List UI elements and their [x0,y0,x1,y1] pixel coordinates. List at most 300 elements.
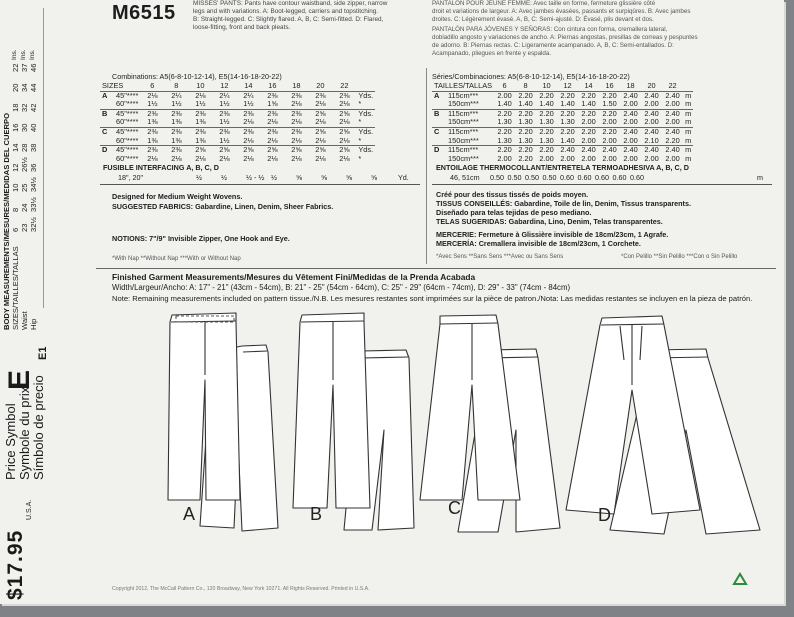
body-measurement-hip: 34½ [29,177,38,192]
row-unit: Yds. [358,108,374,118]
body-measurement-waist: 30 [20,123,29,132]
header-size: 6 [150,81,155,90]
row-value: 2.20 [557,109,578,118]
row-value: 2.20 [515,127,536,136]
row-value: 2⅛ [315,117,326,127]
row-value: 2.20 [536,127,557,136]
header-size: 16 [605,81,614,90]
row-value: 2.20 [536,91,557,100]
row-value: 1½ [219,99,230,109]
recycle-icon [734,574,746,584]
interfacing-width-en: 18", 20" [118,173,144,182]
row-view: D [100,146,114,155]
row-value: 1.40 [497,99,512,109]
row-value: 2⅜ [188,127,212,136]
interfacing-value: ⅝ [321,173,327,182]
row-value: 1.30 [497,135,512,145]
row-value: 2⅝ [332,146,356,155]
row-value: 1.40 [539,99,554,109]
body-measurement-sizes: 6 [11,227,20,232]
interfacing-value: ⅝ [371,173,377,182]
row-value: 1½ [219,117,230,127]
row-value: 2⅜ [260,91,284,100]
row-width: 115cm*** [446,127,494,136]
row-unit: Yds. [358,145,374,155]
desc-en-3: B: Straight-legged. C: Slightly flared. A, B, C: Semi-fitted. D: Flared, [193,16,384,23]
row-value: 2.00 [644,99,659,109]
row-value: 2⅜ [140,146,164,155]
view-b-front-drawing [293,313,370,508]
row-width: 60"**** [116,117,139,127]
body-measurement-hip: 32½ [29,217,38,232]
row-value: 2⅝ [236,146,260,155]
row-width: 150cm*** [448,117,479,127]
header-size: 12 [220,81,229,90]
interfacing-value: ⅝ [346,173,352,182]
row-value: 2.40 [662,127,683,136]
row-value: 1⅜ [147,117,158,127]
body-measurement-sizes: 20 [11,83,20,92]
view-label-c: C [448,498,461,518]
body-measurement-hip: 46 [29,63,38,72]
row-value: 1½ [147,99,158,109]
combinations-en: Combinations: A5(6-8-10-12-14), E5(14-16-18-20-22) [112,72,282,81]
row-value: 1.30 [539,135,554,145]
row-value: 2⅜ [236,127,260,136]
row-value: 2¼ [236,91,260,100]
row-value: 2⅛ [243,117,254,127]
header-size: 12 [563,81,572,90]
view-label-b: B [310,504,323,524]
row-value: 2⅜ [164,127,188,136]
row-view: C [432,127,446,136]
row-view: B [100,109,114,118]
header-size: 14 [244,81,253,90]
row-value: 2⅜ [332,91,356,100]
row-value: 2⅜ [308,91,332,100]
desc-es-3: de adorno. B: Piernas rectas. C: Ligeramente acampanado. A, B, C: Semi-entallados. D: [432,42,674,49]
body-measurement-waist: 32 [20,103,29,112]
row-value: 1⅜ [195,135,206,145]
interfacing-unit-en: Yd. [398,173,409,182]
row-value: 2¼ [212,91,236,100]
row-view: C [100,127,114,136]
body-measurement-unit: Ins. [11,49,18,60]
row-value: 2.40 [599,146,620,155]
body-measurements-title: BODY MEASUREMENTS/MESURES/MEDIDAS DEL CUERPO [2,112,11,330]
row-value: 2⅛ [243,135,254,145]
row-value: 2.00 [602,117,617,127]
desc-fr-3: droites. C: Légèrement évasé. A, B, C: Semi-ajusté. D: Évasé, plis devant et dos. [432,16,654,23]
header-size: 14 [584,81,593,90]
row-value: 2.40 [620,91,641,100]
body-measurement-waist: 28 [20,143,29,152]
row-value: 1.40 [518,99,533,109]
body-sizes-label: SIZES/TAILLES/TALLAS [11,246,20,330]
row-value: 2⅛ [339,153,350,163]
row-view: D [432,146,446,155]
row-value: 2.40 [641,91,662,100]
row-width: 45"**** [116,145,139,155]
row-value: 1⅜ [195,117,206,127]
row-value: 2.00 [623,153,638,163]
row-value: 2⅝ [284,146,308,155]
body-measurement-sizes: 10 [11,183,20,192]
row-value: 2.20 [494,146,515,155]
row-value: 2.40 [620,127,641,136]
interfacing-value: 0.60 [612,173,627,182]
row-view: A [432,91,446,100]
header-size: 6 [502,81,507,90]
header-sizes-label: TAILLES/TALLAS [434,81,493,90]
row-value: 2.40 [662,109,683,118]
row-unit: m [685,99,692,109]
row-unit: m [685,135,692,145]
row-value: 2⅝ [260,146,284,155]
row-value: 2.20 [599,91,620,100]
interfacing-value: ½ [221,173,227,182]
body-measurement-waist: 26½ [20,157,29,172]
interfacing-value: ½ - ½ [246,173,265,182]
price-symbol-en: Price Symbol [3,403,18,480]
row-value: 2⅜ [260,127,284,136]
interfacing-value: ½ [196,173,202,182]
row-value: 2⅛ [339,117,350,127]
interfacing-value: 0.60 [630,173,644,182]
row-value: 2.00 [581,117,596,127]
row-value: 2⅛ [315,135,326,145]
designed-fr: Créé pour des tissus tissés de poids moyen. [436,190,589,199]
desc-es-2: dobladillo angosto y variaciones de ancho. A: Piernas angostas, presillas de correas y pespuntes [432,34,698,41]
row-value: 2.00 [623,99,638,109]
body-measurement-hip: 33½ [29,197,38,212]
body-measurement-hip: 38 [29,143,38,152]
combinations-fr: Séries/Combinaciones: A5(6-8-10-12-14), E5(14-16-18-20-22) [432,72,630,81]
view-label-a: A [183,504,196,524]
row-value: 1½ [195,99,206,109]
row-value: 2.40 [641,146,662,155]
desc-es-4: Acampanado, pliegues en frente y espalda. [432,50,552,57]
body-waist-label: Waist [20,311,29,330]
row-value: 2.20 [599,127,620,136]
row-view: A [100,91,114,100]
row-width: 115cm*** [446,91,494,100]
header-size: 18 [626,81,635,90]
row-width: 115cm*** [446,146,494,155]
row-width: 60"**** [116,99,139,109]
desc-en-4: loose-fitting, front and back pleats. [193,24,291,31]
row-value: 2⅜ [260,109,284,118]
header-size: 20 [647,81,656,90]
nap-note-fr: *Avec Sens **Sans Sens ***Avec ou Sans Sens [436,254,564,260]
row-value: 2⅜ [284,109,308,118]
interfacing-value: 0.50 [507,173,522,182]
header-size: 8 [174,81,179,90]
body-measurement-sizes: 22 [11,63,20,72]
row-width: 115cm*** [446,109,494,118]
row-unit: * [358,135,362,145]
row-value: 1½ [219,135,230,145]
row-value: 2.00 [539,153,554,163]
row-value: 2.00 [581,135,596,145]
mercerie-fr: MERCERIE: Fermeture à Glissière invisible de 18cm/23cm, 1 Agrafe. [436,230,669,239]
row-value: 2.00 [602,153,617,163]
row-width: 45"**** [116,90,139,100]
row-value: 2.20 [494,109,515,118]
body-measurement-sizes: 18 [11,103,20,112]
row-unit: * [358,117,362,127]
copyright: Copyright 2012, The McCall Pattern Co., 120 Broadway, New York 10271. All Rights Reserved. Printed in U.S.A. [112,586,370,592]
row-value: 2.00 [581,153,596,163]
row-unit: Yds. [358,126,374,136]
row-value: 2.20 [515,146,536,155]
price-letter: E [3,369,36,390]
row-value: 2⅛ [339,99,350,109]
merceria-es: MERCERÍA: Cremallera invisible de 18cm/23cm, 1 Corchete. [436,239,641,248]
row-value: 1.30 [518,117,533,127]
row-value: 2.00 [623,135,638,145]
row-value: 2.20 [536,146,557,155]
body-measurement-unit: Ins. [20,49,27,60]
row-value: 2⅛ [291,99,302,109]
row-value: 1½ [243,99,254,109]
row-unit: m [685,90,692,100]
row-value: 2⅝ [308,146,332,155]
header-size: 22 [340,81,349,90]
row-value: 2.00 [560,153,575,163]
row-value: 2⅛ [219,153,230,163]
header-size: 18 [292,81,301,90]
row-value: 2.20 [518,153,533,163]
price-symbol-fr: Symbole du prix [17,386,32,480]
row-value: 2⅛ [188,91,212,100]
desc-en-2: legs and with variations. A: Boot-legged, carriers and topstitching. [193,8,379,15]
row-value: 1⅝ [267,99,278,109]
price-country: U.S.A. [26,499,33,520]
row-value: 2⅛ [267,135,278,145]
row-value: 2⅝ [332,109,356,118]
body-measurement-hip: 42 [29,103,38,112]
row-value: 2.40 [662,91,683,100]
finished-width: Width/Largeur/Ancho: A: 17" - 21" (43cm - 54cm), B: 21" - 25" (54cm - 64cm), C: 25" - 29" (64cm - 74cm), D: 29" - 33" (74cm - 84cm) [112,283,571,292]
header-size: 10 [542,81,551,90]
row-value: 2.20 [599,109,620,118]
row-value: 2⅝ [212,146,236,155]
body-measurement-hip: 36 [29,163,38,172]
body-measurement-waist: 34 [20,83,29,92]
body-measurement-waist: 25 [20,183,29,192]
row-value: 2.20 [557,127,578,136]
finished-title: Finished Garment Measurements/Mesures du Vêtement Fini/Medidas de la Prenda Acabada [112,272,476,282]
row-value: 2⅛ [267,153,278,163]
price-symbol-es: Símbolo de precio [31,375,46,480]
interfacing-value: 0.50 [490,173,504,182]
row-value: 2⅛ [243,153,254,163]
row-value: 2⅛ [291,117,302,127]
interfacing-width-fr: 46, 51cm [450,173,480,182]
body-hip-label: Hip [29,318,38,330]
nap-note-es: *Con Pelillo **Sin Pelillo ***Con o Sin Pelillo [621,254,738,260]
row-value: 2.00 [644,153,659,163]
desc-fr-1: PANTALON POUR JEUNE FEMME: Avec taille en forme, fermeture glissière côté [432,0,656,7]
row-value: 2⅜ [164,109,188,118]
row-value: 2.40 [578,146,599,155]
row-value: 1.50 [602,99,617,109]
row-value: 2.20 [578,91,599,100]
row-value: 2⅜ [236,109,260,118]
row-value: 2⅜ [140,127,164,136]
body-measurement-hip: 44 [29,83,38,92]
price-amount: $17.95 [4,529,27,600]
row-width: 45"**** [116,108,139,118]
header-size: 16 [268,81,277,90]
row-width: 150cm*** [448,135,479,145]
interfacing-label-fr: ENTOILAGE THERMOCOLLANT/ENTRETELA TERMOADHESIVA A, B, C, D [436,163,689,172]
row-unit: * [358,99,362,109]
row-value: 2.00 [665,153,680,163]
row-value: 2.00 [665,99,680,109]
row-value: 2⅛ [267,117,278,127]
row-value: 1.40 [581,99,596,109]
body-measurement-hip: 40 [29,123,38,132]
row-value: 1.40 [560,135,575,145]
interfacing-value: ½ [271,173,277,182]
row-unit: m [685,126,692,136]
row-value: 2.40 [620,146,641,155]
row-value: 2⅜ [212,127,236,136]
row-value: 2.20 [578,109,599,118]
notions-en: NOTIONS: 7"/9" Invisible Zipper, One Hook and Eye. [112,234,290,243]
desc-en-1: MISSES' PANTS: Pants have contour waistband, side zipper, narrow [193,0,388,7]
row-value: 1⅜ [171,117,182,127]
body-measurement-waist: 37 [20,63,29,72]
interfacing-value: 0.60 [560,173,574,182]
row-value: 2¼ [164,91,188,100]
disenado-es: Diseñado para telas tejidas de peso mediano. [436,208,592,217]
row-value: 1⅜ [147,135,158,145]
price-e1: E1 [37,346,49,360]
row-value: 2.20 [515,109,536,118]
row-value: 2.20 [557,91,578,100]
row-value: 2.10 [644,135,659,145]
body-measurement-sizes: 12 [11,163,20,172]
body-measurement-waist: 23 [20,223,29,232]
row-value: 2⅛ [195,153,206,163]
row-unit: m [685,145,692,155]
row-value: 2⅛ [315,99,326,109]
row-value: 2.20 [665,135,680,145]
row-value: 2⅜ [164,146,188,155]
row-value: 2⅜ [284,91,308,100]
pattern-number: M6515 [112,2,176,24]
row-value: 1.30 [560,117,575,127]
row-value: 2.40 [620,109,641,118]
view-label-d: D [598,505,611,525]
row-width: 60"**** [116,135,139,145]
row-value: 2⅜ [188,109,212,118]
row-unit: m [685,117,692,127]
row-value: 1.30 [539,117,554,127]
tissus-fr: TISSUS CONSEILLÉS: Gabardine, Toile de lin, Denim, Tissus transparents. [436,199,691,208]
row-value: 1.40 [560,99,575,109]
row-value: 2.20 [578,127,599,136]
row-value: 2.00 [497,153,512,163]
desc-fr-2: droit et variations de largeur. A: Avec jambes évasées, passants et surpiqûres. B: Avec jambes [432,8,691,15]
row-view: B [432,109,446,118]
row-unit: m [685,108,692,118]
body-measurement-sizes: 14 [11,143,20,152]
row-value: 2.40 [662,146,683,155]
row-width: 60"**** [116,153,139,163]
row-value: 2.00 [623,117,638,127]
nap-note-en: *With Nap **Without Nap ***With or Without Nap [112,256,241,262]
interfacing-label-en: FUSIBLE INTERFACING A, B, C, D [103,163,219,172]
interfacing-value: 0.60 [577,173,592,182]
row-value: 2.40 [557,146,578,155]
row-value: 2⅛ [315,153,326,163]
row-value: 1.30 [518,135,533,145]
row-width: 45"**** [116,126,139,136]
row-value: 2⅛ [291,153,302,163]
row-value: 2.00 [602,135,617,145]
row-value: 2⅝ [308,127,332,136]
row-value: 2⅝ [332,127,356,136]
finished-note: Note: Remaining measurements included on pattern tissue./N.B. Les mesures restantes sont imprimées sur la pièce de patron./Nota: Las medidas restantes se incluyen en la pieza de patrón. [112,294,753,303]
header-size: 10 [196,81,205,90]
row-unit: * [358,153,362,163]
row-value: 2.20 [494,127,515,136]
header-size: 8 [523,81,528,90]
header-sizes-label: SIZES [102,81,124,90]
row-value: 2.20 [515,91,536,100]
desc-es-1: PANTALÓN PARA JÓVENES Y SEÑORAS: Con cintura con forma, cremallera lateral, [432,26,668,33]
row-value: 2⅜ [212,109,236,118]
telas-es: TELAS SUGERIDAS: Gabardina, Lino, Denim, Telas transparentes. [436,217,663,226]
row-value: 2⅛ [291,135,302,145]
row-value: 2.00 [494,91,515,100]
row-value: 1.30 [497,117,512,127]
interfacing-value: ⅝ [296,173,302,182]
row-width: 150cm*** [448,99,479,109]
row-value: 2⅝ [188,146,212,155]
row-value: 1½ [171,99,182,109]
row-value: 2⅝ [308,109,332,118]
row-value: 2⅛ [339,135,350,145]
row-value: 2.40 [641,127,662,136]
interfacing-value: 0.60 [595,173,609,182]
row-unit: Yds. [358,90,374,100]
row-value: 1⅜ [171,135,182,145]
row-value: 2.40 [641,109,662,118]
header-size: 22 [668,81,677,90]
row-value: 2.20 [536,109,557,118]
row-value: 2.00 [644,117,659,127]
body-measurement-unit: Ins. [29,49,36,60]
row-width: 150cm*** [448,153,479,163]
row-value: 2⅛ [171,153,182,163]
row-value: 2.00 [665,117,680,127]
row-value: 2⅛ [140,91,164,100]
interfacing-value: 0.50 [525,173,539,182]
header-size: 20 [316,81,325,90]
interfacing-unit-fr: m [757,173,763,182]
designed-en: Designed for Medium Weight Wovens. [112,192,243,201]
interfacing-value: 0.50 [542,173,557,182]
fabrics-en: SUGGESTED FABRICS: Gabardine, Linen, Denim, Sheer Fabrics. [112,202,334,211]
row-value: 2⅜ [284,127,308,136]
row-unit: m [685,153,692,163]
body-measurement-sizes: 8 [11,207,20,212]
